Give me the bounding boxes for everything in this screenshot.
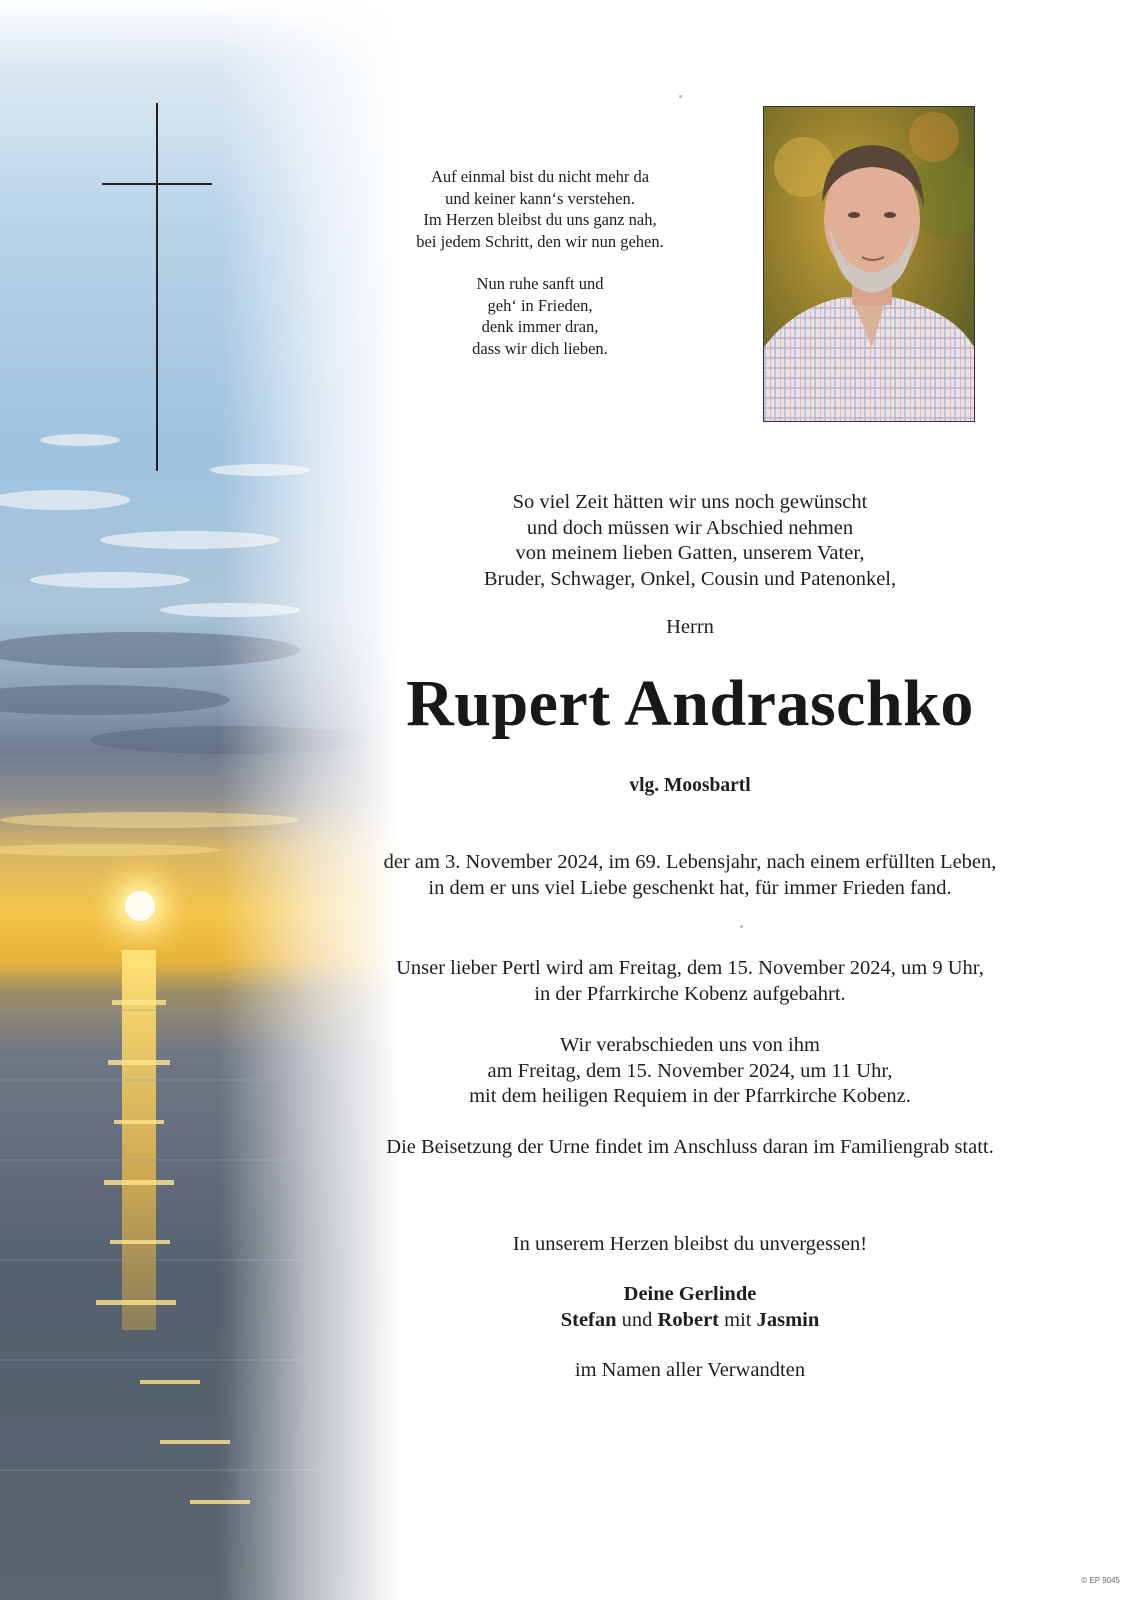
farewell-line: am Freitag, dem 15. November 2024, um 11 Uhr, (487, 1059, 893, 1082)
death-notice (340, 850, 1040, 901)
poem-line: Nun ruhe sanft und (476, 274, 604, 293)
signatory-name: Robert (657, 1308, 720, 1331)
intro-line: und doch müssen wir Abschied nehmen (526, 516, 854, 539)
laying-out-notice (340, 956, 1040, 1007)
poem-line: denk immer dran, (481, 317, 599, 336)
copyright-notice: © EP 9045 (1081, 1576, 1120, 1585)
intro-line: von meinem lieben Gatten, unserem Vater, (515, 542, 865, 564)
farewell-line: mit dem heiligen Requiem in der Pfarrkirche Kobenz. (469, 1085, 911, 1107)
signatory-conjunction: und (616, 1308, 658, 1331)
cross-icon (102, 103, 212, 471)
signatory-conjunction: mit (719, 1308, 757, 1331)
poem-line: und keiner kann‘s verstehen. (445, 188, 635, 208)
nickname: vlg. Moosbartl (629, 775, 751, 796)
signatory-name: Jasmin (756, 1308, 820, 1331)
burial-notice: Die Beisetzung der Urne findet im Anschluss daran im Familiengrab statt. (386, 1136, 994, 1158)
poem (380, 166, 700, 359)
poem-line: Im Herzen bleibst du uns ganz nah, (423, 210, 657, 229)
intro-line: So viel Zeit hätten wir uns noch gewünscht (512, 491, 868, 513)
deceased-name: Rupert Andraschko (406, 667, 974, 740)
scan-speck (679, 95, 682, 98)
salutation: Herrn (666, 616, 714, 638)
poem-line: dass wir dich lieben. (472, 338, 608, 358)
death-notice-line: in dem er uns viel Liebe geschenkt hat, für immer Frieden fand. (428, 876, 952, 899)
signatory-name: Stefan (560, 1308, 617, 1331)
signatories (340, 1282, 1040, 1333)
signatory-line-1: Deine Gerlinde (623, 1283, 757, 1305)
intro-line: Bruder, Schwager, Onkel, Cousin und Patenonkel, (483, 567, 897, 590)
farewell-notice (340, 1033, 1040, 1110)
closing-line: In unserem Herzen bleibst du unvergessen! (512, 1233, 868, 1255)
intro-text (420, 490, 960, 592)
farewell-line: Wir verabschieden uns von ihm (560, 1034, 820, 1056)
poem-line: bei jedem Schritt, den wir nun gehen. (416, 231, 664, 251)
portrait-photo (763, 106, 975, 422)
relatives-line: im Namen aller Verwandten (574, 1359, 806, 1381)
scan-speck (740, 925, 743, 928)
death-notice-line: der am 3. November 2024, im 69. Lebensjahr, nach einem erfüllten Leben, (383, 851, 997, 873)
poem-line: geh‘ in Frieden, (487, 295, 593, 315)
poem-line: Auf einmal bist du nicht mehr da (430, 167, 650, 186)
signatory-line-2 (340, 1308, 1040, 1334)
laying-out-line: Unser lieber Pertl wird am Freitag, dem 15. November 2024, um 9 Uhr, (396, 957, 984, 979)
laying-out-line: in der Pfarrkirche Kobenz aufgebahrt. (534, 982, 846, 1005)
